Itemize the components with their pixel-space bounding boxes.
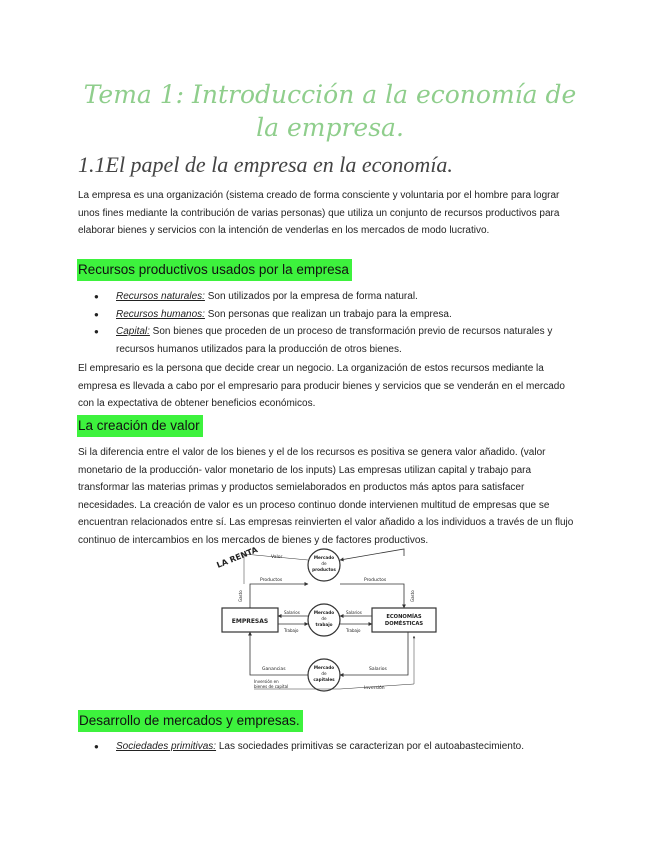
list-item [78, 288, 583, 306]
list-item [78, 306, 583, 324]
market-labor-label: Mercado de trabajo [313, 610, 335, 627]
diagram-label-salarios-left: Salarios [284, 610, 300, 615]
document-title: Tema 1: Introducción a la economía de la empresa. [83, 80, 577, 142]
paragraph-empresario: El empresario es la persona que decide crear un negocio. La organización de estos recursos mediante la empresa es llevada a cabo por el empresario para producir bienes y servicios que se venderán en el mercado con la expectativa de obtener beneficios económicos. [78, 363, 565, 409]
list-item-term: Capital: [116, 326, 150, 337]
highlight-heading-recursos: Recursos productivos usados por la empresa [77, 259, 352, 281]
diagram-label-inversion-bienes: Inversión en bienes de capital [254, 679, 289, 689]
section-heading: 1.1El papel de la empresa en la economía. [78, 152, 453, 177]
circular-flow-diagram [214, 544, 444, 696]
paragraph-empresa: La empresa es una organización (sistema creado de forma consciente y voluntaria por el hombre para lograr unos fines mediante la contribución de varias personas) que utiliza un conjunto de recursos productivos para elaborar bienes y servicios con la intención de venderlas en los mercados de modo lucrativo. [78, 190, 560, 236]
diagram-label-inversion: Inversión [364, 686, 385, 691]
highlight-heading-desarrollo: Desarrollo de mercados y empresas. [78, 710, 303, 732]
market-capital-label: Mercado de capitales [313, 665, 335, 682]
market-products-label: Mercado de productos [312, 555, 336, 572]
economias-label: ECONOMÍAS DOMÉSTICAS [384, 614, 424, 627]
diagram-label-productos-right: Productos [364, 578, 387, 583]
economias-box [372, 608, 436, 632]
list-item-term: Sociedades primitivas: [116, 741, 217, 752]
list-item-text: Son utilizados por la empresa de forma natural. [204, 291, 418, 302]
list-item-term: Recursos humanos: [116, 308, 205, 320]
list-item [78, 738, 583, 756]
empresas-label: EMPRESAS [231, 618, 269, 625]
diagram-label-ganancias: Ganancias [262, 667, 286, 672]
list-item [78, 323, 583, 358]
list-item-term: Recursos naturales: [116, 291, 205, 302]
diagram-label-productos-left: Productos [260, 578, 283, 583]
list-item-text: Son bienes que proceden de un proceso de transformación previo de recursos naturales y recursos humanos utilizados para la producción de otros bienes. [116, 326, 553, 355]
development-list [78, 738, 583, 756]
diagram-label-gasto-right: Gasto [410, 590, 415, 602]
list-item-text: Las sociedades primitivas se caracterizan por el autoabastecimiento. [216, 741, 524, 752]
diagram-label-valor: Valor [271, 555, 283, 560]
diagram-label-trabajo-left: Trabajo [284, 628, 299, 633]
diagram-label-gasto-left: Gasto [238, 590, 243, 602]
resources-list [78, 288, 583, 358]
highlight-heading-valor: La creación de valor [77, 415, 203, 437]
paragraph-valor: Si la diferencia entre el valor de los bienes y el de los recursos es positiva se genera valor añadido. (valor monetario de la producción- valor monetario de los inputs) Las empresas utilizan capital y trabajo para transformar las materias primas y productos semielaborados en productos más aptos para satisfacer necesidades. La creación de valor es un proceso continuo donde intervienen multitud de empresas que se encuentran relacionados entre sí. Las empresas reinvierten el valor añadido a los individuos a través de un flujo continuo de intercambios en los mercados de bienes y de factores productivos. [78, 447, 574, 546]
diagram-banner: LA RENTA [215, 545, 260, 570]
diagram-label-salarios-right: Salarios [346, 610, 362, 615]
list-item-text: Son personas que realizan un trabajo para la empresa. [204, 308, 452, 320]
diagram-label-ganancias-right: Salarios [369, 667, 387, 672]
diagram-label-trabajo-right: Trabajo [346, 628, 361, 633]
